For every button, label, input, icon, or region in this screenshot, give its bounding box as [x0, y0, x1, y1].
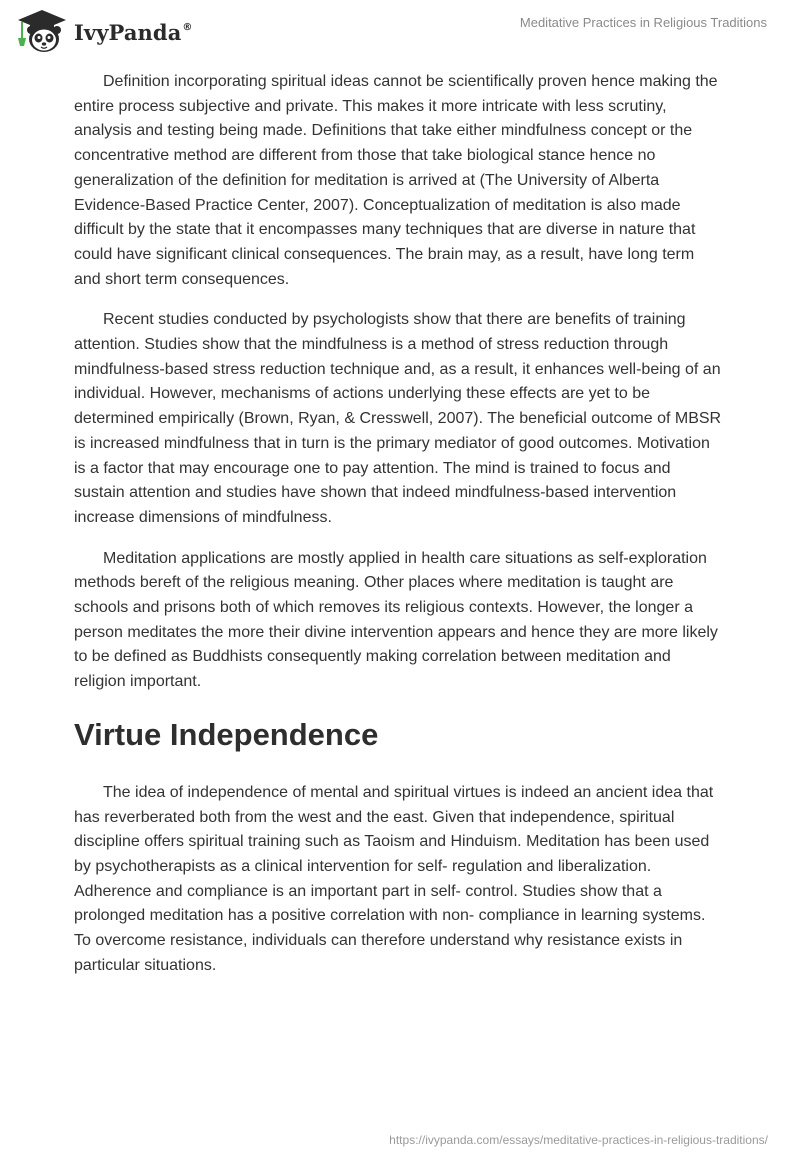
paragraph: Meditation applications are mostly applied in health care situations as self-exploration methods bereft of the religious meaning. Other places where meditation is taught are schools and prisons both of which removes its religious contexts. However, the longer a person meditates the more their divine intervention appears and hence they are more likely to be defined as Buddhists consequently making correlation between meditation and religion important.	[74, 549, 718, 691]
page-header	[0, 0, 800, 60]
paragraph: The idea of independence of mental and spiritual virtues is indeed an ancient idea that has reverberated both from the west and the east. Given that independence, spiritual discipline offers spiritual training such as Taoism and Hinduism. Meditation has been used by psychotherapists as a clinical intervention for self- regulation and liberalization. Adherence and compliance is an important part in self- control. Studies show that a prolonged meditation has a positive correlation with non- compliance in learning systems. To overcome resistance, individuals can therefore understand why resistance exists in particular situations.	[74, 783, 714, 974]
document-title: Meditative Practices in Religious Traditions	[519, 15, 767, 30]
source-url[interactable]: https://ivypanda.com/essays/meditative-practices-in-religious-traditions/	[389, 1133, 768, 1147]
registered-mark: ®	[182, 21, 193, 33]
section-heading: Virtue Independence	[74, 716, 379, 752]
ivypanda-logo[interactable]	[14, 8, 193, 54]
paragraph: Recent studies conducted by psychologists show that there are benefits of training attention. Studies show that the mindfulness is a method of stress reduction through mindfulness-based stress reduction technique and, as a result, it enhances well-being of an individual. However, mechanisms of actions underlying these effects are yet to be determined empirically (Brown, Ryan, & Cresswell, 2007). The beneficial outcome of MBSR is increased mindfulness that in turn is the primary mediator of good outcomes. Motivation is a factor that may encourage one to pay attention. The mind is trained to focus and sustain attention and studies have shown that indeed mindfulness-based intervention increase dimensions of mindfulness.	[74, 311, 722, 526]
paragraph: Definition incorporating spiritual ideas cannot be scientifically proven hence making the entire process subjective and private. This makes it more intricate with less scrutiny, analysis and testing being made. Definitions that take either mindfulness concept or the concentrative method are different from those that take biological stance hence no generalization of the definition for meditation is arrived at (The University of Alberta Evidence-Based Practice Center, 2007). Conceptualization of meditation is also made difficult by the state that it encompasses many techniques that are diverse in nature that could have significant clinical consequences. The brain may, as a result, have long term and short term consequences.	[74, 73, 718, 288]
panda-graduation-cap-icon	[14, 8, 70, 54]
essay-body	[74, 70, 724, 995]
brand-name: IvyPanda®	[74, 19, 193, 45]
